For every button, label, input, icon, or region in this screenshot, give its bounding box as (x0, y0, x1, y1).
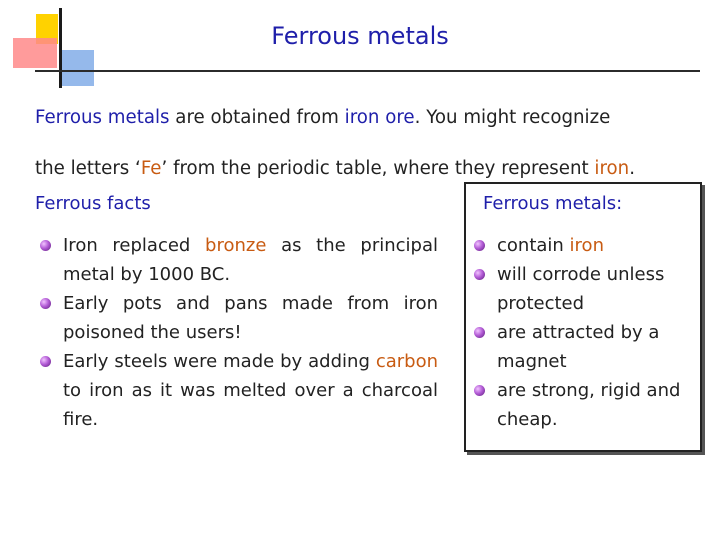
item-highlight: iron (569, 235, 604, 256)
list-item (470, 260, 696, 318)
intro-text: the letters ‘ (35, 158, 141, 179)
intro-text: . (629, 158, 636, 179)
item-text: will corrode unless protected (497, 264, 665, 314)
list-item (470, 318, 696, 376)
intro-text: ’ from the periodic table, where they represent (161, 158, 595, 179)
bullet-icon (474, 240, 485, 251)
item-text: as the principal metal by 1000 BC. (63, 235, 438, 285)
item-text: to iron as it was melted over a charcoal fire. (63, 380, 438, 430)
slide-title: Ferrous metals (271, 22, 449, 50)
bullet-icon (474, 269, 485, 280)
bullet-icon (474, 385, 485, 396)
facts-heading: Ferrous facts (35, 193, 151, 214)
properties-heading: Ferrous metals: (483, 193, 623, 214)
decor-blue-square (60, 50, 94, 86)
facts-list (36, 231, 438, 434)
intro-text: are obtained from (169, 107, 345, 128)
item-text: contain (497, 235, 570, 256)
bullet-icon (474, 327, 485, 338)
list-item (36, 347, 438, 434)
item-text: Early pots and pans made from iron poisoned the users! (63, 293, 438, 343)
bullet-icon (40, 356, 51, 367)
list-item (470, 231, 696, 260)
intro-term-iron-ore: iron ore (344, 107, 415, 128)
item-highlight: bronze (205, 235, 267, 256)
intro-text: . You might recognize (414, 107, 611, 128)
intro-term-fe: Fe (140, 158, 162, 179)
intro-term-iron: iron (594, 158, 630, 179)
item-text: Early steels were made by adding (63, 351, 376, 372)
bullet-icon (40, 298, 51, 309)
item-text: are strong, rigid and cheap. (497, 380, 681, 430)
intro-paragraph (35, 92, 690, 194)
title-underline (35, 70, 700, 72)
list-item (470, 376, 696, 434)
list-item (36, 289, 438, 347)
item-text: are attracted by a magnet (497, 322, 660, 372)
item-text: Iron replaced (63, 235, 206, 256)
properties-list (470, 231, 696, 434)
intro-term-ferrous: Ferrous metals (35, 107, 170, 128)
item-highlight: carbon (375, 351, 438, 372)
intro-line-1 (35, 92, 690, 143)
list-item (36, 231, 438, 289)
bullet-icon (40, 240, 51, 251)
